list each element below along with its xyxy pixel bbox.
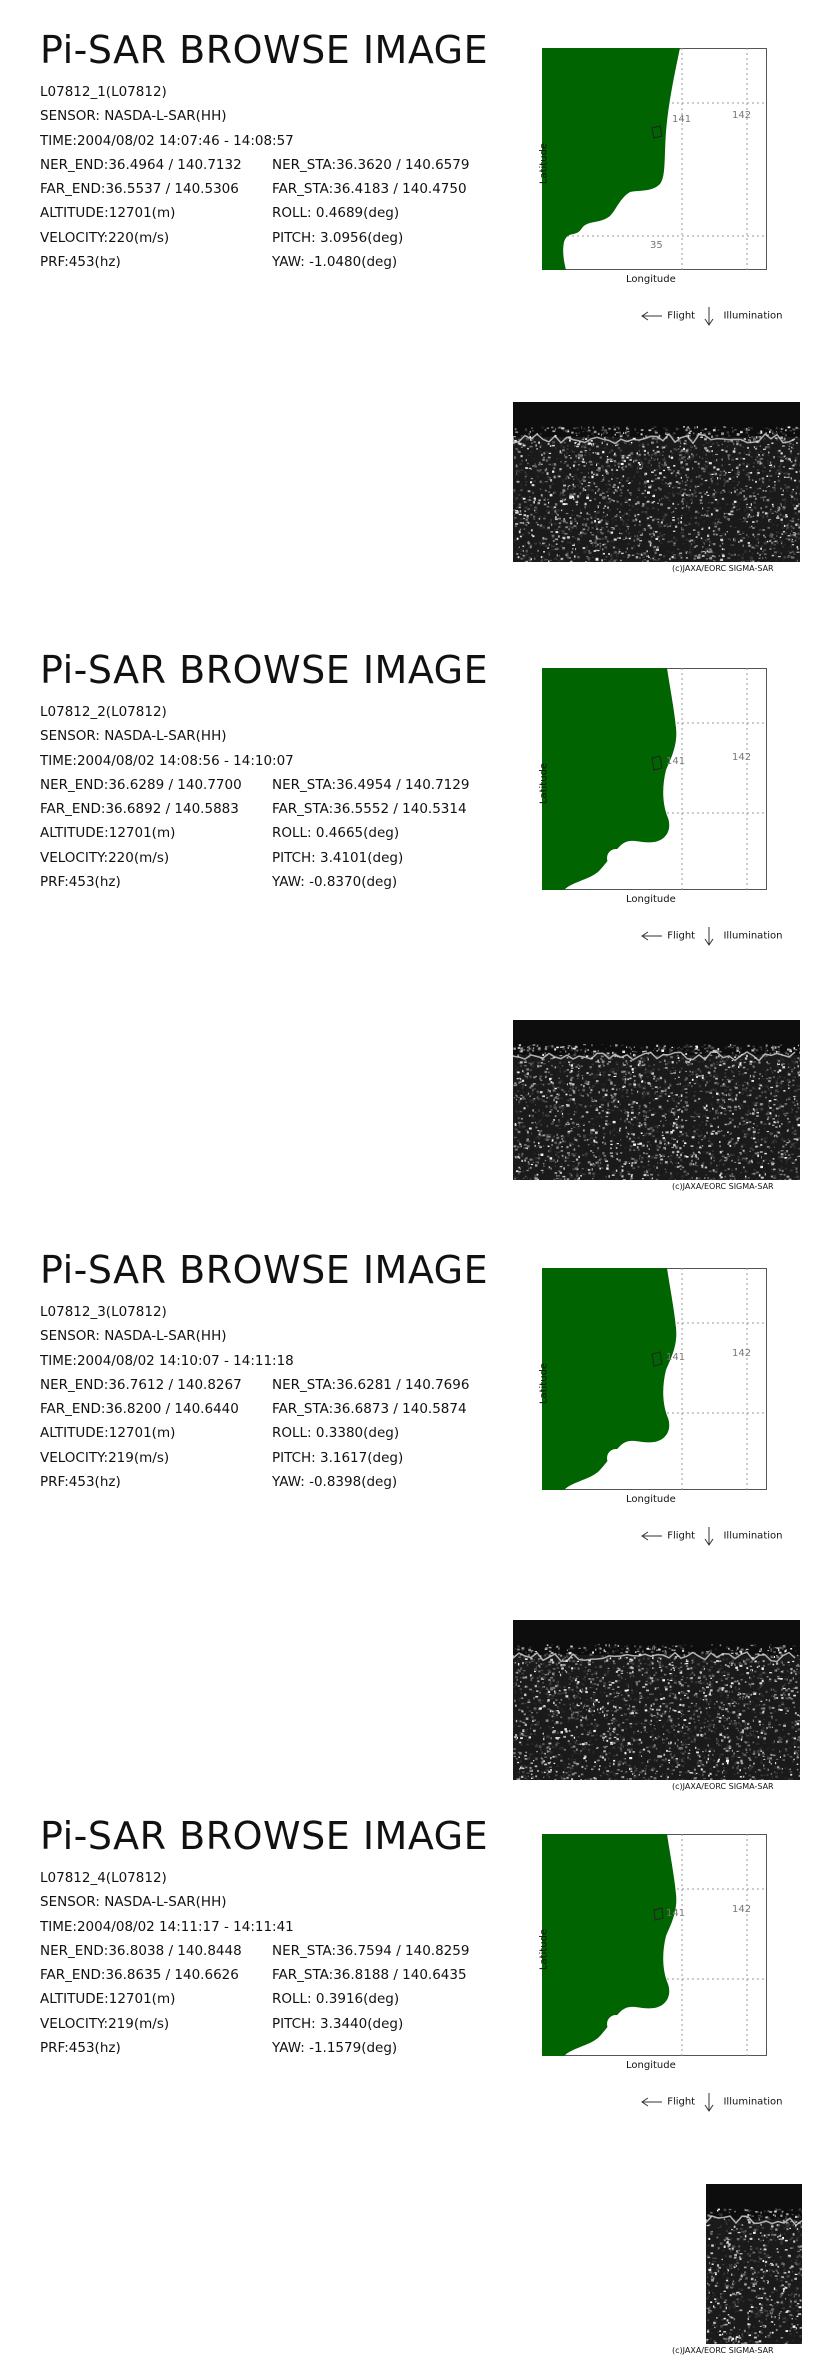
illumination-arrow-icon (702, 2092, 716, 2112)
location-map (542, 1268, 767, 1490)
far-sta: FAR_STA:36.6873 / 140.5874 (272, 1401, 467, 1418)
altitude: ALTITUDE:12701(m) (40, 1425, 176, 1442)
pitch: PITCH: 3.4101(deg) (272, 849, 404, 866)
meta-row (40, 1397, 469, 1421)
roll: ROLL: 0.4665(deg) (272, 825, 400, 842)
copyright-text: (c)JAXA/EORC SIGMA-SAR (672, 564, 774, 573)
tick-35: 35 (650, 240, 663, 251)
tick-142: 142 (732, 110, 752, 121)
illumination-arrow-icon (702, 1526, 716, 1546)
meta-row (40, 797, 469, 821)
prf: PRF:453(hz) (40, 2040, 121, 2057)
prf: PRF:453(hz) (40, 874, 121, 891)
direction-legend (640, 2092, 782, 2112)
yaw: YAW: -0.8398(deg) (272, 1474, 398, 1491)
sar-image-graphic (706, 2184, 802, 2344)
meta-row (40, 1890, 469, 1914)
meta-row (40, 2012, 469, 2036)
sensor: SENSOR: NASDA-L-SAR(HH) (40, 728, 227, 745)
ner-end: NER_END:36.4964 / 140.7132 (40, 156, 242, 173)
meta-row (40, 1866, 469, 1890)
coastline-map-graphic (542, 668, 767, 890)
meta-row (40, 846, 469, 870)
meta-row (40, 700, 469, 724)
flight-arrow-icon (640, 1530, 664, 1542)
sar-browse-image (706, 2184, 802, 2344)
far-sta: FAR_STA:36.5552 / 140.5314 (272, 801, 467, 818)
tick-142: 142 (732, 752, 752, 763)
location-map (542, 668, 767, 890)
yaw: YAW: -1.1579(deg) (272, 2040, 398, 2057)
longitude-label: Longitude (626, 2060, 676, 2071)
sar-image-graphic (513, 1020, 800, 1180)
sar-image-graphic (513, 402, 800, 562)
flight-label: Flight (667, 1530, 696, 1542)
velocity: VELOCITY:220(m/s) (40, 849, 170, 866)
pitch: PITCH: 3.1617(deg) (272, 1449, 404, 1466)
meta-row (40, 2036, 469, 2060)
sar-image-graphic (513, 1620, 800, 1780)
flight-label: Flight (667, 930, 696, 942)
scene-id: L07812_3(L07812) (40, 1304, 167, 1320)
meta-row (40, 870, 469, 894)
longitude-label: Longitude (626, 274, 676, 285)
roll: ROLL: 0.3380(deg) (272, 1425, 400, 1442)
latitude-label: Latitude (538, 142, 550, 185)
meta-row (40, 1915, 469, 1939)
illumination-label: Illumination (723, 1530, 783, 1542)
flight-arrow-icon (640, 2096, 664, 2108)
ner-end: NER_END:36.6289 / 140.7700 (40, 776, 242, 793)
far-sta: FAR_STA:36.8188 / 140.6435 (272, 1967, 467, 1984)
illumination-arrow-icon (702, 306, 716, 326)
far-end: FAR_END:36.8635 / 140.6626 (40, 1967, 239, 1984)
coastline-map-graphic (542, 1834, 767, 2056)
meta-row (40, 724, 469, 748)
direction-legend (640, 306, 782, 326)
scene-id: L07812_4(L07812) (40, 1870, 167, 1886)
longitude-label: Longitude (626, 894, 676, 905)
velocity: VELOCITY:219(m/s) (40, 2015, 170, 2032)
page-title: Pi-SAR BROWSE IMAGE (40, 28, 489, 72)
metadata-block (40, 1866, 469, 2060)
velocity: VELOCITY:220(m/s) (40, 229, 170, 246)
ner-sta: NER_STA:36.6281 / 140.7696 (272, 1376, 470, 1393)
ner-end: NER_END:36.7612 / 140.8267 (40, 1376, 242, 1393)
pitch: PITCH: 3.0956(deg) (272, 229, 404, 246)
page-title: Pi-SAR BROWSE IMAGE (40, 648, 489, 692)
roll: ROLL: 0.4689(deg) (272, 205, 400, 222)
tick-141: 141 (666, 1352, 686, 1363)
meta-row (40, 1963, 469, 1987)
time-range: TIME:2004/08/02 14:10:07 - 14:11:18 (40, 1352, 294, 1369)
copyright-text: (c)JAXA/EORC SIGMA-SAR (672, 2346, 774, 2355)
meta-row (40, 749, 469, 773)
sensor: SENSOR: NASDA-L-SAR(HH) (40, 108, 227, 125)
page-title: Pi-SAR BROWSE IMAGE (40, 1248, 489, 1292)
far-end: FAR_END:36.5537 / 140.5306 (40, 181, 239, 198)
meta-row (40, 1300, 469, 1324)
metadata-block (40, 1300, 469, 1494)
illumination-label: Illumination (723, 2096, 783, 2108)
tick-142: 142 (732, 1348, 752, 1359)
tick-141: 141 (672, 114, 692, 125)
meta-row (40, 201, 469, 225)
flight-label: Flight (667, 310, 696, 322)
time-range: TIME:2004/08/02 14:08:56 - 14:10:07 (40, 752, 294, 769)
prf: PRF:453(hz) (40, 254, 121, 271)
altitude: ALTITUDE:12701(m) (40, 1991, 176, 2008)
meta-row (40, 226, 469, 250)
tick-141: 141 (666, 1908, 686, 1919)
meta-row (40, 250, 469, 274)
tick-141: 141 (666, 756, 686, 767)
copyright-text: (c)JAXA/EORC SIGMA-SAR (672, 1782, 774, 1791)
direction-legend (640, 1526, 782, 1546)
meta-row (40, 153, 469, 177)
direction-legend (640, 926, 782, 946)
latitude-label: Latitude (538, 1362, 550, 1405)
far-sta: FAR_STA:36.4183 / 140.4750 (272, 181, 467, 198)
location-map (542, 1834, 767, 2056)
meta-row (40, 773, 469, 797)
meta-row (40, 1446, 469, 1470)
sensor: SENSOR: NASDA-L-SAR(HH) (40, 1894, 227, 1911)
prf: PRF:453(hz) (40, 1474, 121, 1491)
location-map (542, 48, 767, 270)
coastline-map-graphic (542, 1268, 767, 1490)
flight-label: Flight (667, 2096, 696, 2108)
yaw: YAW: -1.0480(deg) (272, 254, 398, 271)
meta-row (40, 1939, 469, 1963)
yaw: YAW: -0.8370(deg) (272, 874, 398, 891)
longitude-label: Longitude (626, 1494, 676, 1505)
ner-sta: NER_STA:36.4954 / 140.7129 (272, 776, 470, 793)
flight-arrow-icon (640, 930, 664, 942)
ner-sta: NER_STA:36.7594 / 140.8259 (272, 1942, 470, 1959)
meta-row (40, 1470, 469, 1494)
scene-id: L07812_1(L07812) (40, 84, 167, 100)
meta-row (40, 104, 469, 128)
time-range: TIME:2004/08/02 14:07:46 - 14:08:57 (40, 132, 294, 149)
meta-row (40, 1421, 469, 1445)
altitude: ALTITUDE:12701(m) (40, 825, 176, 842)
sar-browse-image (513, 1020, 800, 1180)
illumination-label: Illumination (723, 310, 783, 322)
coastline-map-graphic (542, 48, 767, 270)
ner-sta: NER_STA:36.3620 / 140.6579 (272, 156, 470, 173)
sar-browse-image (513, 402, 800, 562)
pitch: PITCH: 3.3440(deg) (272, 2015, 404, 2032)
meta-row (40, 1349, 469, 1373)
tick-142: 142 (732, 1904, 752, 1915)
meta-row (40, 129, 469, 153)
meta-row (40, 177, 469, 201)
meta-row (40, 1324, 469, 1348)
meta-row (40, 821, 469, 845)
scene-id: L07812_2(L07812) (40, 704, 167, 720)
far-end: FAR_END:36.6892 / 140.5883 (40, 801, 239, 818)
flight-arrow-icon (640, 310, 664, 322)
altitude: ALTITUDE:12701(m) (40, 205, 176, 222)
sar-browse-image (513, 1620, 800, 1780)
illumination-label: Illumination (723, 930, 783, 942)
latitude-label: Latitude (538, 762, 550, 805)
sensor: SENSOR: NASDA-L-SAR(HH) (40, 1328, 227, 1345)
copyright-text: (c)JAXA/EORC SIGMA-SAR (672, 1182, 774, 1191)
velocity: VELOCITY:219(m/s) (40, 1449, 170, 1466)
roll: ROLL: 0.3916(deg) (272, 1991, 400, 2008)
metadata-block (40, 80, 469, 274)
meta-row (40, 1987, 469, 2011)
meta-row (40, 1373, 469, 1397)
illumination-arrow-icon (702, 926, 716, 946)
meta-row (40, 80, 469, 104)
page-title: Pi-SAR BROWSE IMAGE (40, 1814, 489, 1858)
far-end: FAR_END:36.8200 / 140.6440 (40, 1401, 239, 1418)
ner-end: NER_END:36.8038 / 140.8448 (40, 1942, 242, 1959)
time-range: TIME:2004/08/02 14:11:17 - 14:11:41 (40, 1918, 294, 1935)
latitude-label: Latitude (538, 1928, 550, 1971)
metadata-block (40, 700, 469, 894)
